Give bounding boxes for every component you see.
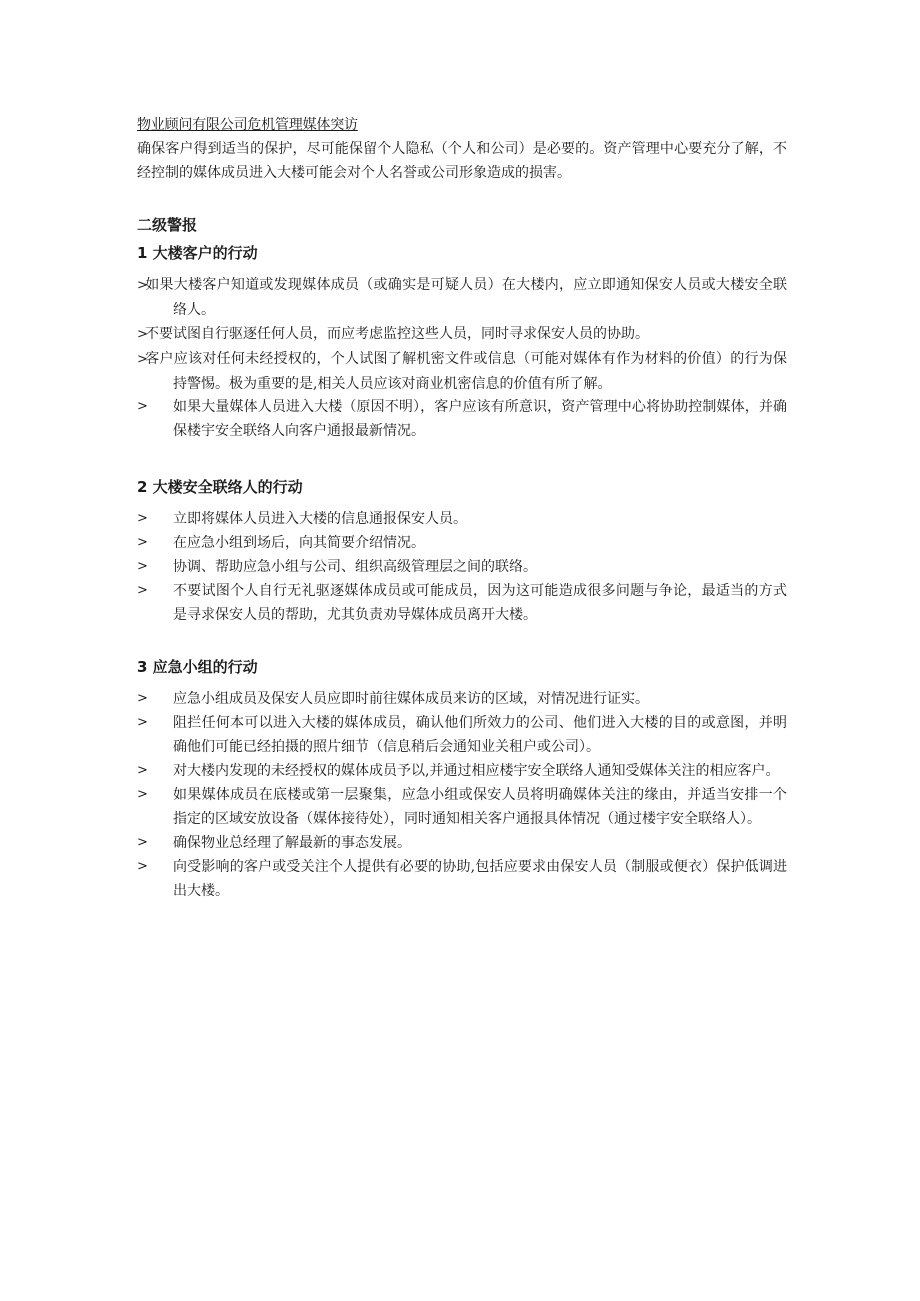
chevron-right-icon: > — [137, 715, 148, 730]
chevron-right-icon: > — [137, 511, 148, 526]
list-item-text: 不要试图个人自行无礼驱逐媒体成员或可能成员，因为这可能造成很多问题与争论，最适当的方式是寻求保安人员的帮助，尤其负责劝导媒体成员离开大楼。 — [173, 583, 787, 623]
list-item — [137, 831, 787, 855]
list-item-text: 对大楼内发现的未经授权的媒体成员予以,并通过相应楼宇安全联络人通知受媒体关注的相应客户。 — [173, 763, 780, 779]
chevron-right-icon: > — [137, 352, 148, 367]
list-item — [137, 507, 787, 531]
chevron-right-icon: > — [137, 583, 148, 598]
list-item — [137, 273, 787, 322]
chevron-right-icon: > — [137, 835, 148, 850]
list-item — [137, 531, 787, 555]
section-2-list — [137, 507, 787, 627]
list-item-text: 如果媒体成员在底楼或第一层聚集，应急小组或保安人员将明确媒体关注的缘由，并适当安排一个指定的区域安放设备（媒体接待处），同时通知相关客户通报具体情况（通过楼宇安全联络人）。 — [173, 787, 787, 827]
list-item-text: 如果大楼客户知道或发现媒体成员（或确实是可疑人员）在大楼内，应立即通知保安人员或大楼安全联络人。 — [145, 277, 787, 318]
list-item-text: 确保物业总经理了解最新的事态发展。 — [173, 835, 411, 851]
chevron-right-icon: > — [137, 787, 148, 802]
chevron-right-icon: > — [137, 763, 148, 778]
list-item — [137, 322, 787, 347]
list-item-text: 协调、帮助应急小组与公司、组织高级管理层之间的联络。 — [173, 559, 537, 575]
list-item — [137, 687, 787, 711]
list-item — [137, 711, 787, 759]
document-title: 物业顾问有限公司危机管理媒体突访 — [137, 117, 358, 133]
list-item-text: 如果大量媒体人员进入大楼（原因不明），客户应该有所意识，资产管理中心将协助控制媒体，并确保楼宇安全联络人向客户通报最新情况。 — [173, 399, 787, 439]
list-item — [137, 855, 787, 903]
list-item-text: 向受影响的客户或受关注个人提供有必要的协助,包括应要求由保安人员（制服或便衣）保护低调进出大楼。 — [173, 859, 787, 899]
section-3-list — [137, 687, 787, 903]
section-2-heading: 2 大楼安全联络人的行动 — [137, 478, 303, 496]
list-item-text: 应急小组成员及保安人员应即时前往媒体成员来访的区域，对情况进行证实。 — [173, 691, 649, 707]
section-3-heading: 3 应急小组的行动 — [137, 658, 258, 676]
alert-level-heading: 二级警报 — [137, 216, 198, 234]
list-item-text: 不要试图自行驱逐任何人员，而应考虑监控这些人员，同时寻求保安人员的协助。 — [145, 326, 649, 342]
list-item — [137, 555, 787, 579]
list-item-text: 立即将媒体人员进入大楼的信息通报保安人员。 — [173, 511, 467, 527]
list-item — [137, 347, 787, 396]
chevron-right-icon: > — [137, 278, 148, 293]
list-item-text: 在应急小组到场后，向其简要介绍情况。 — [173, 535, 425, 551]
chevron-right-icon: > — [137, 327, 148, 342]
list-item — [137, 395, 787, 443]
list-item — [137, 759, 787, 783]
chevron-right-icon: > — [137, 691, 148, 706]
list-item-text: 客户应该对任何未经授权的，个人试图了解机密文件或信息（可能对媒体有作为材料的价值）的行为保持警惕。极为重要的是,相关人员应该对商业机密信息的价值有所了解。 — [145, 351, 787, 392]
chevron-right-icon: > — [137, 859, 148, 874]
section-1-list-continued — [137, 395, 787, 443]
list-item-text: 阻拦任何本可以进入大楼的媒体成员，确认他们所效力的公司、他们进入大楼的目的或意图，并明确他们可能已经拍摄的照片细节（信息稍后会通知业关租户或公司）。 — [173, 715, 787, 755]
list-item — [137, 579, 787, 627]
section-1-list — [137, 273, 787, 396]
intro-paragraph: 确保客户得到适当的保护，尽可能保留个人隐私（个人和公司）是必要的。资产管理中心要充分了解，不经控制的媒体成员进入大楼可能会对个人名誉或公司形象造成的损害。 — [137, 141, 787, 181]
chevron-right-icon: > — [137, 399, 148, 414]
section-1-heading: 1 大楼客户的行动 — [137, 244, 258, 262]
chevron-right-icon: > — [137, 535, 148, 550]
chevron-right-icon: > — [137, 559, 148, 574]
list-item — [137, 783, 787, 831]
